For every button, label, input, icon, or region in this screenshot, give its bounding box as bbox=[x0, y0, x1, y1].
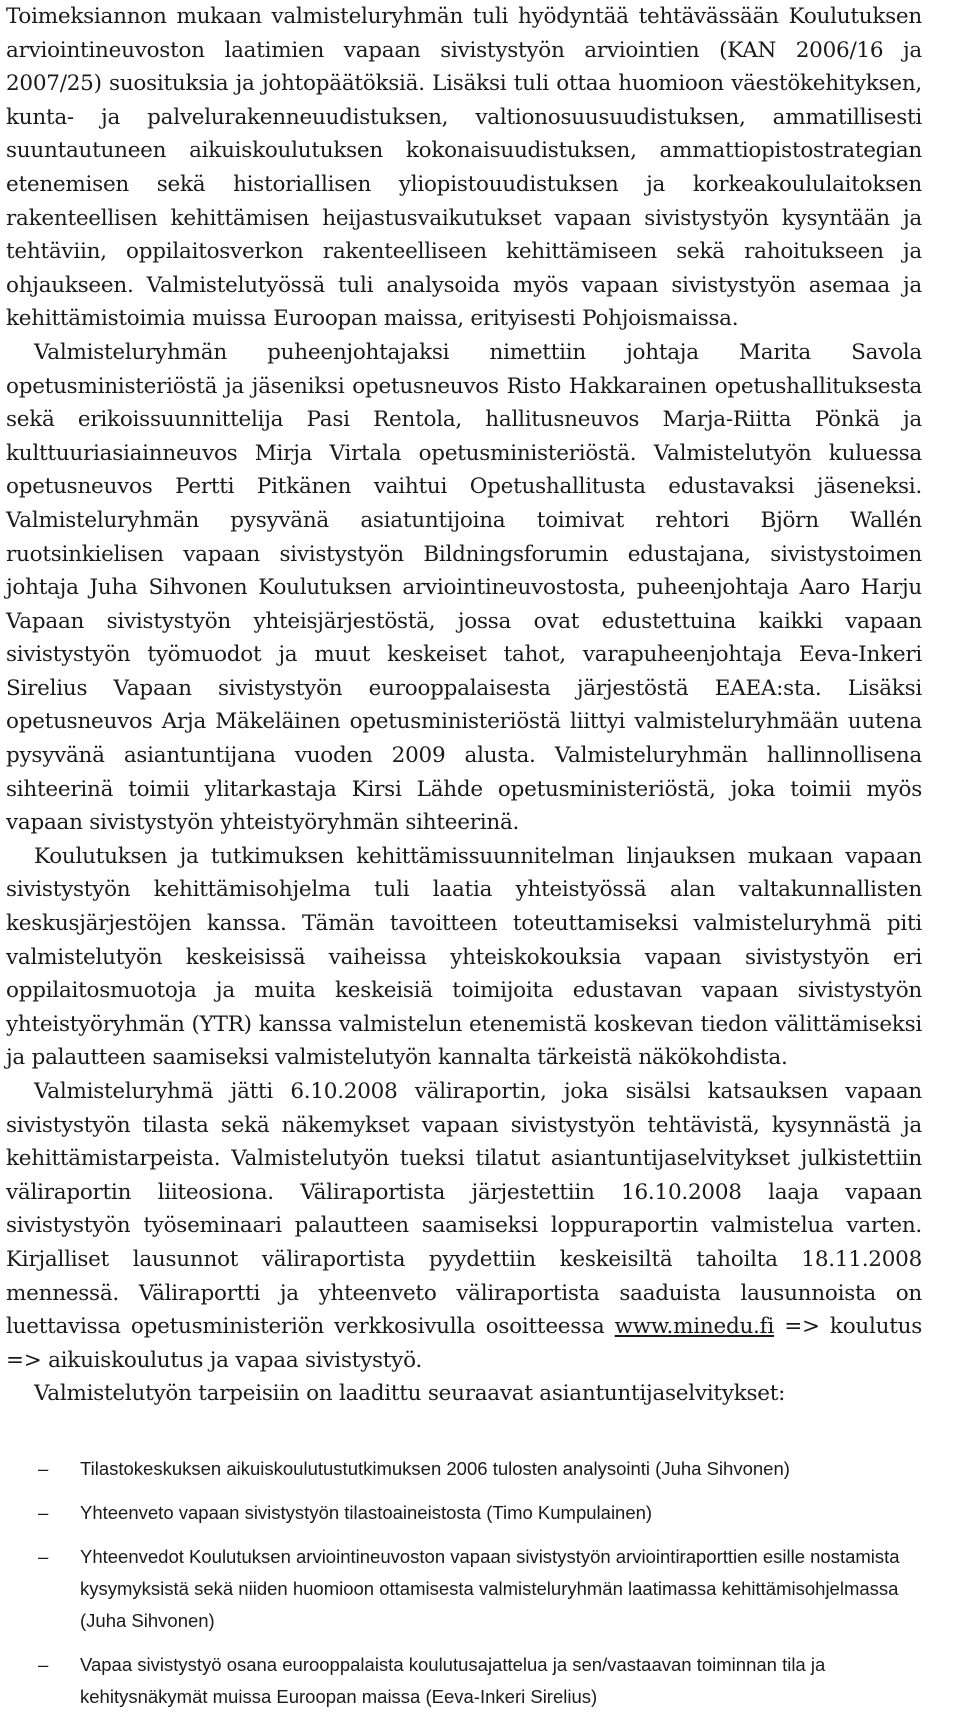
list-item-text: Yhteenvedot Koulutuksen arviointineuvoston vapaan sivistystyön arviointiraporttien esille nostamista kysymyksistä sekä niiden huomioon ottamisesta valmisteluryhmän laatimassa kehittämisohjelmassa (Juha Sihvonen) bbox=[80, 1545, 900, 1631]
body-text bbox=[6, 0, 922, 1411]
list-item bbox=[6, 1453, 922, 1485]
minedu-link[interactable]: www.minedu.fi bbox=[614, 1314, 774, 1340]
list-item bbox=[6, 1497, 922, 1529]
list-item-text: Yhteenveto vapaan sivistystyön tilastoaineistosta (Timo Kumpulainen) bbox=[80, 1501, 653, 1523]
bullet-dash: – bbox=[38, 1545, 49, 1567]
bullet-dash: – bbox=[38, 1457, 49, 1479]
paragraph-interim-report bbox=[6, 1075, 922, 1377]
list-item-text: Tilastokeskuksen aikuiskoulutustutkimuksen 2006 tulosten analysointi (Juha Sihvonen) bbox=[80, 1457, 790, 1479]
paragraph-mandate: Toimeksiannon mukaan valmisteluryhmän tuli hyödyntää tehtävässään Koulutuksen arviointineuvoston laatimien vapaan sivistystyön arviointien (KAN 2006/16 ja 2007/25) suosituksia ja johtopäätöksiä. Lisäksi tuli ottaa huomioon väestökehityksen, kunta- ja palvelurakenneuudistuksen, valtionosuusuudistuksen, ammatillisesti suuntautuneen aikuiskoulutuksen kokonaisuudistuksen, ammattiopistostrategian etenemisen sekä historiallisen yliopistouudistuksen ja korkeakoululaitoksen rakenteellisen kehittämisen heijastusvaikutukset vapaan sivistystyön kysyntään ja tehtäviin, oppilaitosverkon rakenteelliseen kehittämiseen sekä rahoitukseen ja ohjaukseen. Valmistelutyössä tuli analysoida myös vapaan sivistystyön asemaa ja kehittämistoimia muissa Euroopan maissa, erityisesti Pohjoismaissa. bbox=[6, 4, 922, 332]
interim-report-text: Valmisteluryhmä jätti 6.10.2008 väliraportin, joka sisälsi katsauksen vapaan sivistystyön tilasta sekä näkemykset vapaan sivistystyön tehtävistä, kysynnästä ja kehittämistarpeista. Valmistelutyön tueksi tilatut asiantuntijaselvitykset julkistettiin väliraportin liiteosiona. Väliraportista järjestettiin 16.10.2008 laaja vapaan sivistystyön työseminaari palautteen saamiseksi loppuraportin valmistelua varten. Kirjalliset lausunnot väliraportista pyydettiin keskeisiltä tahoilta 18.11.2008 mennessä. Väliraportti ja yhteenveto väliraportista saaduista lausunnoista on luettavissa opetusministeriön verkkosivulla osoitteessa bbox=[6, 1079, 922, 1340]
interim-report-path: => koulutus => aikuiskoulutus ja vapaa sivistystyö. bbox=[6, 1314, 922, 1373]
paragraph-cooperation: Koulutuksen ja tutkimuksen kehittämissuunnitelman linjauksen mukaan vapaan sivistystyön kehittämisohjelma tuli laatia yhteistyössä alan valtakunnallisten keskusjärjestöjen kanssa. Tämän tavoitteen toteuttamiseksi valmisteluryhmä piti valmistelutyön keskeisissä vaiheissa yhteiskokouksia vapaan sivistystyön eri oppilaitosmuotoja ja muita keskeisiä toimijoita edustavan vapaan sivistystyön yhteistyöryhmän (YTR) kanssa valmistelun etenemistä koskevan tiedon välittämiseksi ja palautteen saamiseksi valmistelutyön kannalta tärkeistä näkökohdista. bbox=[6, 843, 922, 1071]
list-item bbox=[6, 1541, 922, 1637]
paragraph-reports-intro: Valmistelutyön tarpeisiin on laadittu seuraavat asiantuntijaselvitykset: bbox=[34, 1381, 786, 1407]
expert-reports-list bbox=[6, 1453, 922, 1713]
bullet-dash: – bbox=[38, 1501, 49, 1523]
paragraph-members: Valmisteluryhmän puheenjohtajaksi nimettiin johtaja Marita Savola opetusministeriöstä ja jäseniksi opetusneuvos Risto Hakkarainen opetushallituksesta sekä erikoissuunnittelija Pasi Rentola, hallitusneuvos Marja-Riitta Pönkä ja kulttuuriasiainneuvos Mirja Virtala opetusministeriöstä. Valmistelutyön kuluessa opetusneuvos Pertti Pitkänen vaihtui Opetushallitusta edustavaksi jäseneksi. Valmisteluryhmän pysyvänä asiatuntijoina toimivat rehtori Björn Wallén ruotsinkielisen vapaan sivistystyön Bildningsforumin edustajana, sivistystoimen johtaja Juha Sihvonen Koulutuksen arviointineuvostosta, puheenjohtaja Aaro Harju Vapaan sivistystyön yhteisjärjestöstä, jossa ovat edustettuina kaikki vapaan sivistystyön työmuodot ja muut keskeiset tahot, varapuheenjohtaja Eeva-Inkeri Sirelius Vapaan sivistystyön eurooppalaisesta järjestöstä EAEA:sta. Lisäksi opetusneuvos Arja Mäkeläinen opetusministeriöstä liittyi valmisteluryhmään uutena pysyvänä asiantuntijana vuoden 2009 alusta. Valmisteluryhmän hallinnollisena sihteerinä toimii ylitarkastaja Kirsi Lähde opetusministeriöstä, joka toimii myös vapaan sivistystyön yhteistyöryhmän sihteerinä. bbox=[6, 339, 922, 836]
list-item-text: Vapaa sivistystyö osana eurooppalaista koulutusajattelua ja sen/vastaavan toiminnan tila ja kehitysnäkymät muissa Euroopan maissa (Eeva-Inkeri Sirelius) bbox=[80, 1653, 826, 1707]
list-item bbox=[6, 1649, 922, 1713]
bullet-dash: – bbox=[38, 1653, 49, 1675]
